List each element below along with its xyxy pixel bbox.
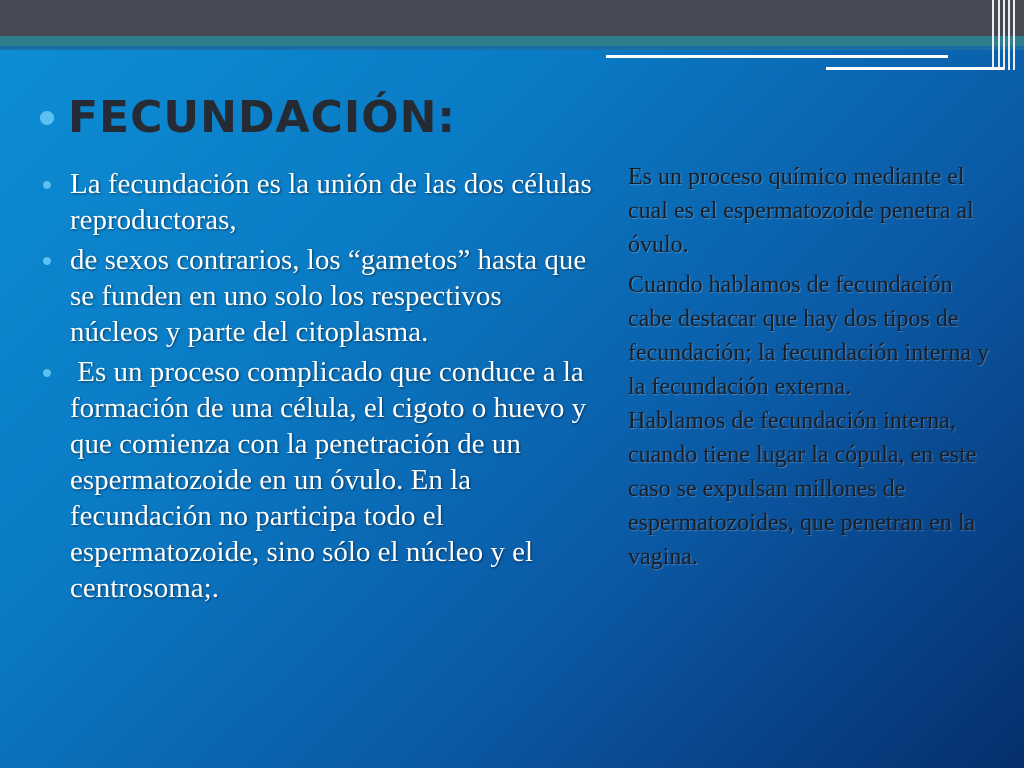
bullet-text: Es un proceso complicado que conduce a la formación de una célula, el cigoto o huevo y que comienza con la penetración de un espermatozoide en un óvulo. En la fecundación no participa todo el espermatozoide, sino sólo el núcleo y el centrosoma;. xyxy=(70,356,594,604)
bullet-dot-icon xyxy=(43,257,51,265)
top-accent-band-2 xyxy=(0,46,1024,50)
bullet-item xyxy=(40,354,592,606)
bullet-text: de sexos contrarios, los “gametos” hasta que se funden en uno solo los respectivos núcleos y parte del citoplasma. xyxy=(70,244,587,348)
top-accent-band xyxy=(0,36,1024,46)
decorative-vertical-stripes xyxy=(992,0,1018,70)
right-text-column xyxy=(628,160,998,574)
bullet-dot-icon xyxy=(43,369,51,377)
decorative-line-2 xyxy=(826,67,1004,70)
top-bar xyxy=(0,0,1024,36)
bullet-item xyxy=(40,166,592,238)
right-paragraph: Hablamos de fecundación interna, cuando tiene lugar la cópula, en este caso se expulsan millones de espermatozoides, que penetran en la vagina. xyxy=(628,408,977,570)
slide-title-row xyxy=(40,92,456,143)
left-bullet-list xyxy=(40,166,592,610)
title-bullet-icon xyxy=(40,111,54,125)
decorative-line-1 xyxy=(606,55,948,58)
right-paragraph: Cuando hablamos de fecundación cabe destacar que hay dos tipos de fecundación; la fecundación interna y la fecundación externa. xyxy=(628,272,990,400)
bullet-text: La fecundación es la unión de las dos células reproductoras, xyxy=(70,168,592,236)
slide-title: FECUNDACIÓN: xyxy=(68,92,457,143)
bullet-dot-icon xyxy=(43,181,51,189)
right-paragraph: Es un proceso químico mediante el cual es el espermatozoide penetra al óvulo. xyxy=(628,164,974,258)
bullet-item xyxy=(40,242,592,350)
